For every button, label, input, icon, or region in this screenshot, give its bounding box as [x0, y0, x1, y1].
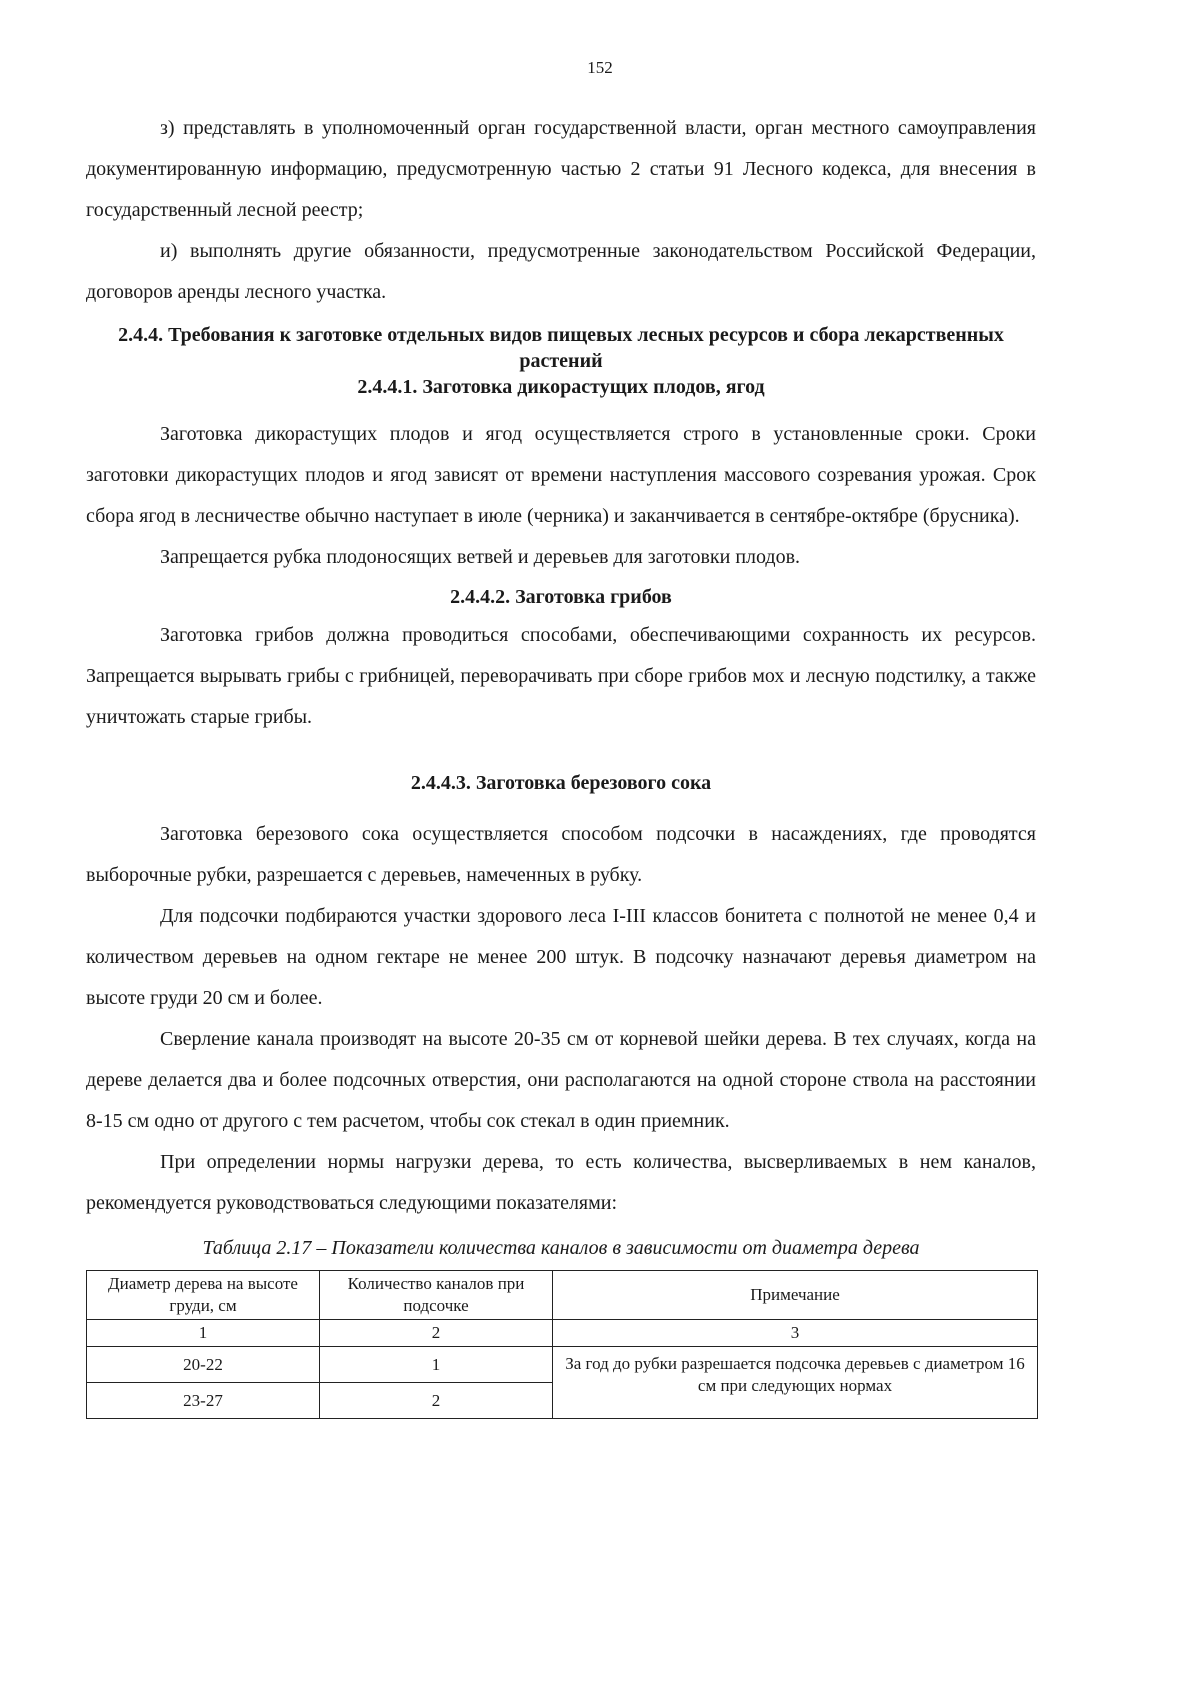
paragraph: Заготовка дикорастущих плодов и ягод осуществляется строго в установленные сроки. Сроки заготовки дикорастущих плодов и ягод зависят от времени наступления массового созревания урожая. Срок сбора ягод в лесничестве обычно наступает в июле (черника) и заканчивается в сентябре-октябре (брусника). [86, 423, 1036, 527]
page-number: 152 [587, 58, 613, 77]
paragraph: Для подсочки подбираются участки здорового леса I-III классов бонитета с полнотой не менее 0,4 и количеством деревьев на одном гектаре не менее 200 штук. В подсочку назначают деревья диаметром на высоте груди 20 см и более. [86, 905, 1036, 1009]
paragraph: и) выполнять другие обязанности, предусмотренные законодательством Российской Федерации, договоров аренды лесного участка. [86, 240, 1036, 303]
column-number: 2 [320, 1320, 553, 1347]
cell-diameter: 20-22 [87, 1347, 320, 1383]
document-body [86, 108, 1036, 1419]
column-number: 1 [87, 1320, 320, 1347]
channels-table [86, 1270, 1038, 1419]
paragraph: Заготовка березового сока осуществляется способом подсочки в насаждениях, где проводятся выборочные рубки, разрешается с деревьев, намеченных в рубку. [86, 823, 1036, 886]
paragraph: Заготовка грибов должна проводиться способами, обеспечивающими сохранность их ресурсов. Запрещается вырывать грибы с грибницей, переворачивать при сборе грибов мох и лесную подстилку, а также уничтожать старые грибы. [86, 624, 1036, 728]
paragraph: Сверление канала производят на высоте 20-35 см от корневой шейки дерева. В тех случаях, когда на дереве делается два и более подсочных отверстия, они располагаются на одной стороне ствола на расстоянии 8-15 см одно от другого с тем расчетом, чтобы сок стекал в один приемник. [86, 1028, 1036, 1132]
cell-channels: 2 [320, 1383, 553, 1419]
cell-diameter: 23-27 [87, 1383, 320, 1419]
section-heading: 2.4.4. Требования к заготовке отдельных видов пищевых лесных ресурсов и сбора лекарственных растений [118, 324, 1004, 372]
paragraph: з) представлять в уполномоченный орган государственной власти, орган местного самоуправления документированную информацию, предусмотренную частью 2 статьи 91 Лесного кодекса, для внесения в государственный лесной реестр; [86, 117, 1036, 221]
column-number: 3 [553, 1320, 1038, 1347]
header-note: Примечание [553, 1271, 1038, 1320]
header-channels: Количество каналов при подсочке [320, 1271, 553, 1320]
subsection-heading-berries: 2.4.4.1. Заготовка дикорастущих плодов, ягод [357, 376, 765, 398]
table-column-number-row [87, 1320, 1038, 1347]
table-header-row [87, 1271, 1038, 1320]
subsection-heading-birch-sap: 2.4.4.3. Заготовка березового сока [410, 772, 712, 794]
table-caption: Таблица 2.17 – Показатели количества каналов в зависимости от диаметра дерева [202, 1237, 920, 1259]
cell-note: За год до рубки разрешается подсочка деревьев с диаметром 16 см при следующих нормах [553, 1347, 1038, 1419]
table-row [87, 1347, 1038, 1383]
cell-channels: 1 [320, 1347, 553, 1383]
subsection-heading-mushrooms: 2.4.4.2. Заготовка грибов [450, 586, 672, 608]
paragraph: Запрещается рубка плодоносящих ветвей и деревьев для заготовки плодов. [160, 546, 801, 568]
header-diameter: Диаметр дерева на высоте груди, см [87, 1271, 320, 1320]
paragraph: При определении нормы нагрузки дерева, то есть количества, высверливаемых в нем каналов, рекомендуется руководствоваться следующими показателями: [86, 1151, 1036, 1214]
